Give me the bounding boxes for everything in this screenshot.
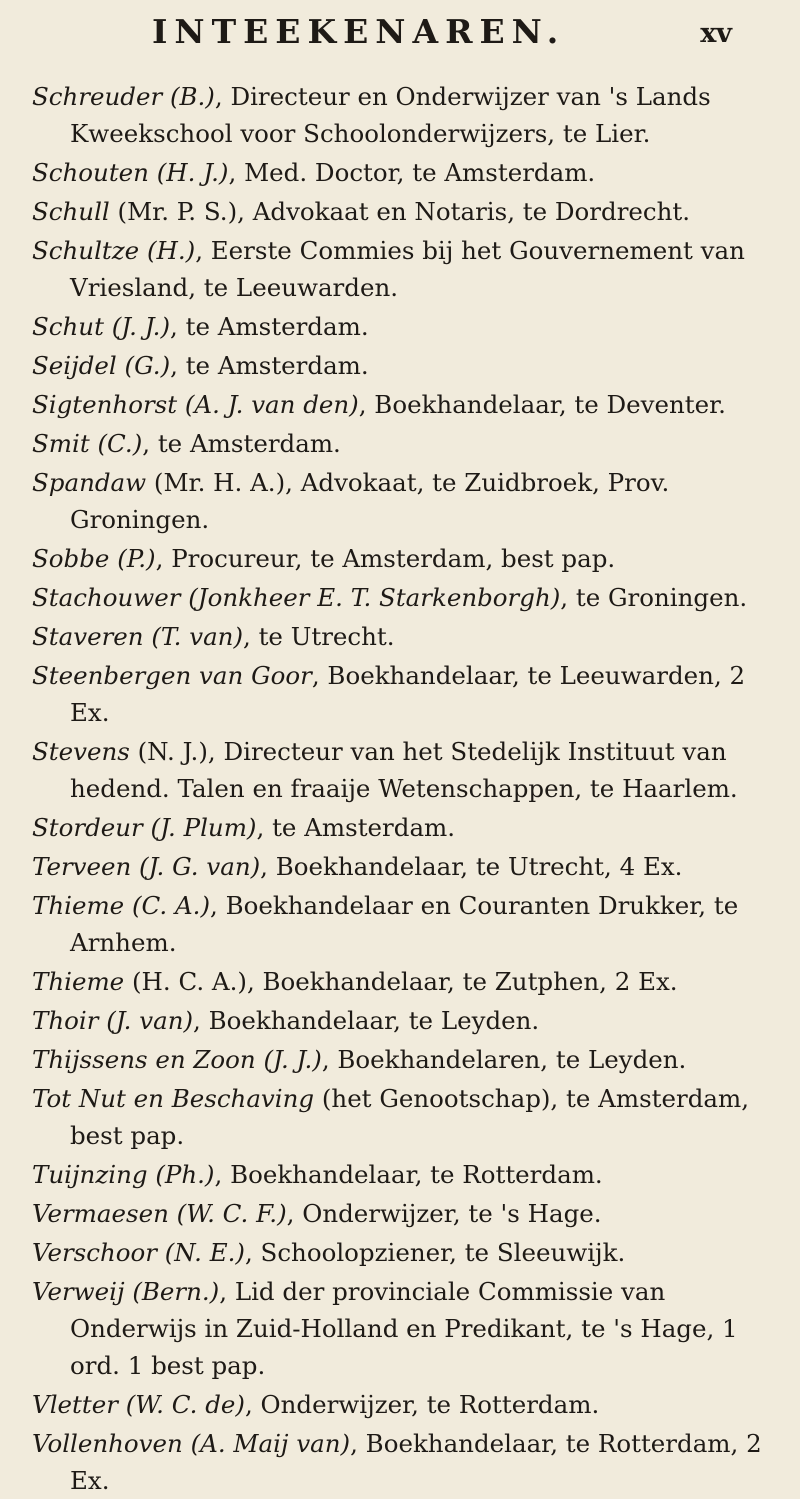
- subscriber-details: , Lid der provinciale Commissie van Onderwijs in Zuid-Holland en Predikant, te 's Hage, 1 ord. 1 best pap.: [70, 1277, 738, 1380]
- subscriber-name: Thijssens en Zoon (J. J.): [32, 1045, 322, 1074]
- list-item: [32, 1234, 770, 1271]
- subscriber-name: Vletter (W. C. de): [32, 1390, 245, 1419]
- subscriber-name: Vermaesen (W. C. F.): [32, 1199, 287, 1228]
- list-item: [32, 887, 770, 961]
- list-item: [32, 963, 770, 1000]
- list-item: [32, 618, 770, 655]
- subscriber-name: Stevens: [32, 737, 130, 766]
- subscriber-details: (N. J.), Directeur van het Stedelijk Instituut van hedend. Talen en fraaije Wetenschappen, te Haarlem.: [70, 737, 738, 803]
- subscriber-name: Verweij (Bern.): [32, 1277, 220, 1306]
- list-item: [32, 1425, 770, 1499]
- list-item: [32, 193, 770, 230]
- list-item: [32, 848, 770, 885]
- subscriber-details: , te Groningen.: [560, 583, 748, 612]
- subscriber-list: [32, 78, 770, 1499]
- subscriber-details: , te Amsterdam.: [170, 351, 369, 380]
- list-item: [32, 1386, 770, 1423]
- subscriber-name: Staveren (T. van): [32, 622, 244, 651]
- subscriber-name: Stordeur (J. Plum): [32, 813, 257, 842]
- subscriber-details: , Boekhandelaren, te Leyden.: [321, 1045, 687, 1074]
- list-item: [32, 657, 770, 731]
- subscriber-details: , Boekhandelaar en Couranten Drukker, te Arnhem.: [70, 891, 739, 957]
- page-header: [32, 0, 770, 72]
- page-number: xv: [700, 18, 732, 49]
- list-item: [32, 1080, 770, 1154]
- subscriber-name: Thoir (J. van): [32, 1006, 194, 1035]
- subscriber-details: , Boekhandelaar, te Rotterdam, 2 Ex.: [70, 1429, 762, 1495]
- list-item: [32, 1002, 770, 1039]
- subscriber-details: , Onderwijzer, te Rotterdam.: [244, 1390, 600, 1419]
- subscriber-name: Thieme (C. A.): [32, 891, 211, 920]
- list-item: [32, 386, 770, 423]
- list-item: [32, 540, 770, 577]
- page-title: INTEEKENAREN.: [152, 12, 566, 51]
- subscriber-details: , Boekhandelaar, te Utrecht, 4 Ex.: [260, 852, 683, 881]
- subscriber-name: Schull: [32, 197, 110, 226]
- subscriber-details: , Eerste Commies bij het Gouvernement van Vriesland, te Leeuwarden.: [70, 236, 745, 302]
- subscriber-name: Thieme: [32, 967, 125, 996]
- subscriber-details: , Boekhandelaar, te Leyden.: [193, 1006, 540, 1035]
- list-item: [32, 733, 770, 807]
- subscriber-details: , Med. Doctor, te Amsterdam.: [228, 158, 596, 187]
- list-item: [32, 78, 770, 152]
- list-item: [32, 809, 770, 846]
- subscriber-name: Tot Nut en Beschaving: [32, 1084, 315, 1113]
- subscriber-details: , Directeur en Onderwijzer van 's Lands Kweekschool voor Schoolonderwijzers, te Lier.: [70, 82, 711, 148]
- subscriber-name: Sigtenhorst (A. J. van den): [32, 390, 359, 419]
- subscriber-name: Schreuder (B.): [32, 82, 215, 111]
- subscriber-name: Stachouwer (Jonkheer E. T. Starkenborgh): [32, 583, 561, 612]
- subscriber-details: , te Amsterdam.: [170, 312, 369, 341]
- list-item: [32, 579, 770, 616]
- subscriber-name: Terveen (J. G. van): [32, 852, 261, 881]
- subscriber-name: Vollenhoven (A. Maij van): [32, 1429, 351, 1458]
- subscriber-name: Verschoor (N. E.): [32, 1238, 245, 1267]
- subscriber-details: , te Utrecht.: [243, 622, 395, 651]
- subscriber-name: Sobbe (P.): [32, 544, 156, 573]
- list-item: [32, 154, 770, 191]
- subscriber-name: Steenbergen van Goor: [32, 661, 312, 690]
- subscriber-details: (Mr. H. A.), Advokaat, te Zuidbroek, Prov. Groningen.: [70, 468, 670, 534]
- list-item: [32, 1041, 770, 1078]
- subscriber-name: Spandaw: [32, 468, 147, 497]
- list-item: [32, 1273, 770, 1384]
- list-item: [32, 347, 770, 384]
- subscriber-details: , Onderwijzer, te 's Hage.: [286, 1199, 602, 1228]
- list-item: [32, 464, 770, 538]
- subscriber-name: Schouten (H. J.): [32, 158, 229, 187]
- subscriber-details: , Schoolopziener, te Sleeuwijk.: [244, 1238, 626, 1267]
- list-item: [32, 1156, 770, 1193]
- subscriber-details: , Boekhandelaar, te Deventer.: [358, 390, 726, 419]
- subscriber-name: Smit (C.): [32, 429, 143, 458]
- subscriber-details: , Boekhandelaar, te Leeuwarden, 2 Ex.: [70, 661, 746, 727]
- subscriber-details: (Mr. P. S.), Advokaat en Notaris, te Dordrecht.: [109, 197, 691, 226]
- subscriber-details: (het Genootschap), te Amsterdam, best pap.: [70, 1084, 750, 1150]
- list-item: [32, 1195, 770, 1232]
- subscriber-details: , Procureur, te Amsterdam, best pap.: [155, 544, 616, 573]
- subscriber-details: (H. C. A.), Boekhandelaar, te Zutphen, 2 Ex.: [124, 967, 678, 996]
- subscriber-details: , te Amsterdam.: [142, 429, 341, 458]
- list-item: [32, 425, 770, 462]
- subscriber-name: Schut (J. J.): [32, 312, 171, 341]
- list-item: [32, 232, 770, 306]
- list-item: [32, 308, 770, 345]
- subscriber-name: Schultze (H.): [32, 236, 196, 265]
- subscriber-name: Seijdel (G.): [32, 351, 171, 380]
- subscriber-name: Tuijnzing (Ph.): [32, 1160, 215, 1189]
- subscriber-details: , te Amsterdam.: [256, 813, 456, 842]
- subscriber-details: , Boekhandelaar, te Rotterdam.: [214, 1160, 603, 1189]
